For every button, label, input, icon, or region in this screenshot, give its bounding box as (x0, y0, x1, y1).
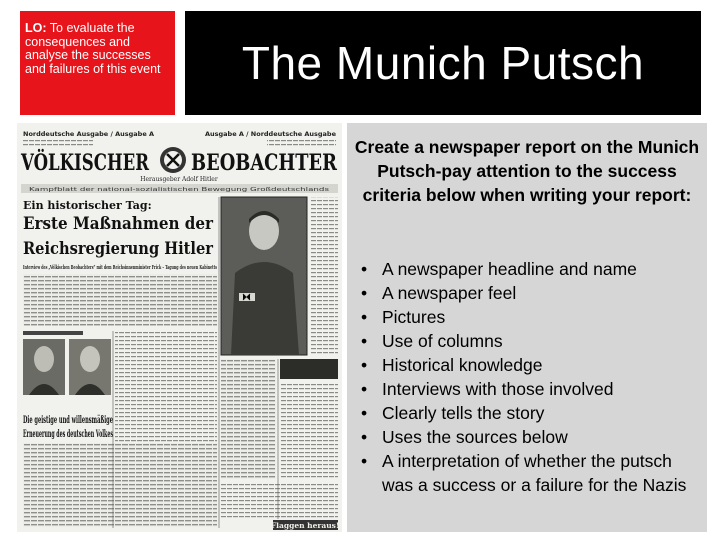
success-criteria-list (361, 257, 699, 497)
criteria-item: • Interviews with those involved (361, 377, 699, 401)
portrait-photo (221, 197, 307, 355)
subheadline: Interview des „Völkischen Beobachters“ mit dem Reichsinnenminister Frick – Tagung des neuen Kabinetts (23, 265, 334, 271)
bottom-banner: Flaggen heraus! (270, 521, 340, 530)
task-heading: Create a newspaper report on the Munich Putsch-pay attention to the success criteria below when writing your report: (354, 137, 700, 205)
criteria-item: • Clearly tells the story (361, 401, 699, 425)
small-photo-left (23, 339, 65, 395)
eagle-emblem-icon (160, 147, 186, 173)
edition-right: Ausgabe A / Norddeutsche Ausgabe (204, 130, 336, 138)
learning-objective-text: To evaluate the consequences and analyse the successes and failures of this event (25, 21, 161, 76)
task-panel (347, 123, 707, 532)
headline-1: Erste Maßnahmen der (23, 214, 214, 234)
learning-objective-label: LO: (25, 21, 47, 35)
lower-headline-1: Die geistige und willensmäßige (23, 414, 114, 426)
learning-objective-box (20, 11, 175, 115)
criteria-item: • Historical knowledge (361, 353, 699, 377)
criteria-item: • A newspaper headline and name (361, 257, 699, 281)
small-photo-right (69, 339, 111, 395)
headline-2: Reichsregierung Hitler (23, 239, 214, 259)
kicker: Ein historischer Tag: (23, 199, 152, 212)
newspaper-front-page (17, 123, 342, 532)
lower-headline-2: Erneuerung des deutschen Volkes (23, 428, 114, 440)
tagline: Kampfblatt der national-sozialistischen Bewegung Großdeutschlands (29, 187, 330, 193)
masthead-left: VÖLKISCHER (21, 150, 191, 176)
edition-left: Norddeutsche Ausgabe / Ausgabe A (23, 130, 155, 138)
criteria-item: • Use of columns (361, 329, 699, 353)
slide-title-bar (185, 11, 701, 115)
publisher-line: Herausgeber Adolf Hitler (140, 176, 218, 183)
newspaper-image (17, 123, 342, 532)
criteria-item: • A interpretation of whether the putsch was a success or a failure for the Nazis (361, 449, 699, 497)
criteria-item: • Pictures (361, 305, 699, 329)
criteria-item: • Uses the sources below (361, 425, 699, 449)
masthead-right: BEOBACHTER (191, 150, 338, 176)
criteria-item: • A newspaper feel (361, 281, 699, 305)
slide-title: The Munich Putsch (241, 37, 645, 89)
